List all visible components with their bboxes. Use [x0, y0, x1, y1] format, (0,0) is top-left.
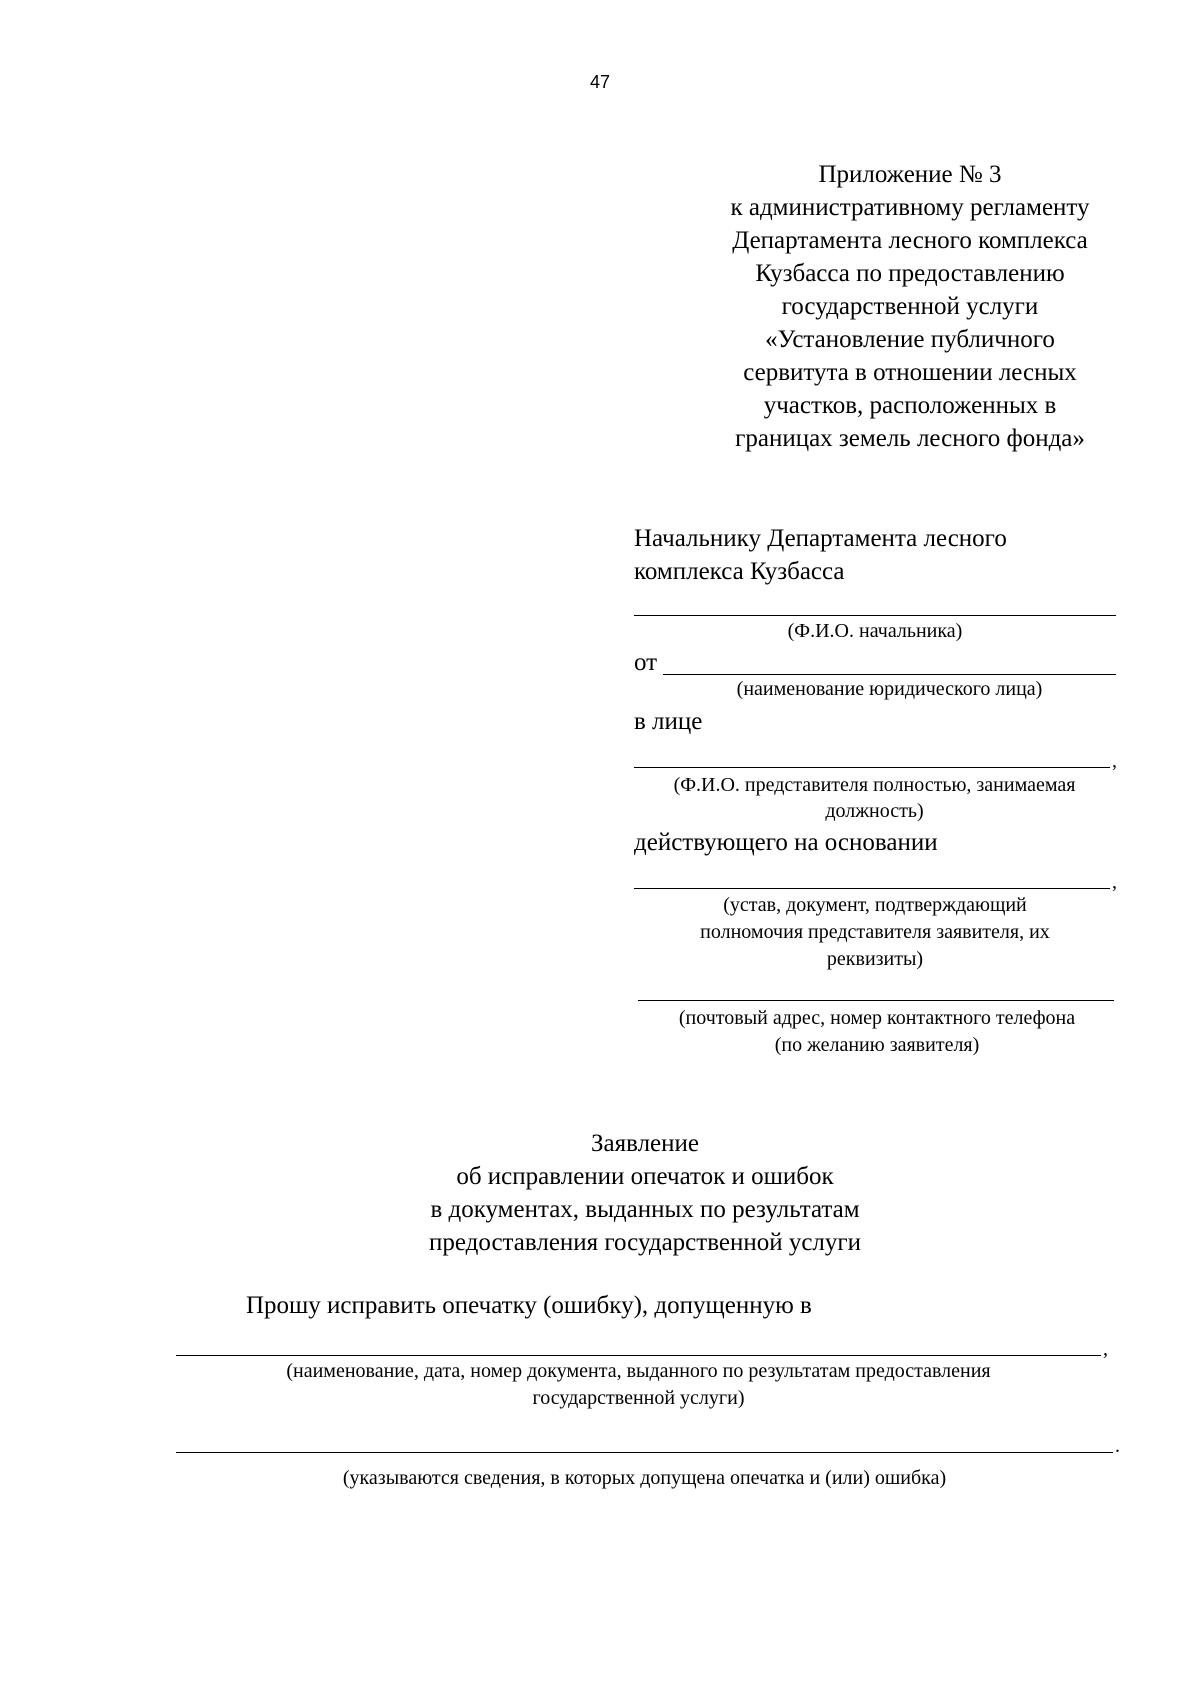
page-number: 47: [589, 72, 611, 92]
appendix-line: Приложение № 3: [818, 161, 1002, 188]
from-label: от: [634, 649, 658, 676]
appendix-line: Кузбасса по предоставлению: [755, 260, 1065, 287]
representative-caption-line2: должность): [825, 800, 924, 822]
appendix-line: участков, расположенных в: [763, 392, 1057, 419]
comma: ,: [1112, 750, 1117, 772]
acting-basis-label: действующего на основании: [634, 829, 938, 856]
request-text: Прошу исправить опечатку (ошибку), допущенную в: [246, 1292, 812, 1319]
appendix-line: Департамента лесного комплекса: [732, 227, 1088, 254]
document-caption-line1: (наименование, дата, номер документа, выданного по результатам предоставления: [286, 1360, 991, 1382]
addressee-title-line2: комплекса Кузбасса: [634, 558, 845, 585]
represented-by-label: в лице: [634, 708, 703, 735]
representative-field-line[interactable]: [634, 767, 1110, 768]
statement-title-line: предоставления государственной услуги: [428, 1229, 862, 1256]
statement-title-line: в документах, выданных по результатам: [430, 1196, 860, 1223]
head-name-field-line[interactable]: [634, 615, 1116, 616]
contact-field-line[interactable]: [638, 1000, 1114, 1001]
statement-title: [0, 1127, 1200, 1259]
appendix-line: границах земель лесного фонда»: [735, 425, 1085, 452]
error-caption: (указываются сведения, в которых допущена опечатка и (или) ошибка): [342, 1467, 947, 1489]
error-field-line[interactable]: [176, 1452, 1113, 1453]
statement-title-line: Заявление: [590, 1130, 700, 1157]
appendix-block: [660, 158, 1160, 455]
contact-caption-line2: (по желанию заявителя): [774, 1034, 980, 1056]
appendix-line: государственной услуги: [781, 293, 1039, 320]
document-caption-line2: государственной услуги): [532, 1387, 745, 1409]
basis-caption-line1: (устав, документ, подтверждающий: [723, 894, 1027, 916]
legal-entity-field-line[interactable]: [663, 674, 1116, 675]
appendix-line: «Установление публичного: [765, 326, 1055, 353]
contact-caption-line1: (почтовый адрес, номер контактного телефона: [678, 1007, 1076, 1029]
addressee-title-line1: Начальнику Департамента лесного: [634, 525, 1007, 552]
comma: ,: [1103, 1338, 1108, 1360]
basis-field-line[interactable]: [634, 888, 1110, 889]
appendix-line: сервитута в отношении лесных: [743, 359, 1077, 386]
basis-caption-line2: полномочия представителя заявителя, их: [700, 921, 1050, 943]
document-field-line[interactable]: [176, 1355, 1101, 1356]
representative-caption-line1: (Ф.И.О. представителя полностью, занимаемая: [673, 774, 1076, 796]
head-name-caption: (Ф.И.О. начальника): [787, 620, 963, 642]
basis-caption-line3: реквизиты): [826, 948, 924, 970]
statement-title-line: об исправлении опечаток и ошибок: [456, 1163, 834, 1190]
legal-entity-caption: (наименование юридического лица): [736, 678, 1043, 700]
appendix-line: к административному регламенту: [730, 194, 1090, 221]
comma: ,: [1112, 871, 1117, 893]
period: .: [1115, 1435, 1120, 1457]
